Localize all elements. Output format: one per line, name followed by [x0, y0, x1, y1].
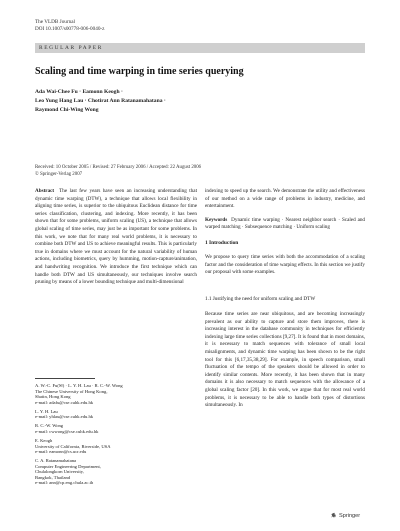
affiliation-line: Computer Engineering Department,: [35, 463, 101, 469]
paper-title: Scaling and time warping in time series querying: [35, 66, 244, 77]
affiliation-5: [35, 458, 195, 486]
author-line-2: Leo Yung Hang Lau · Chotirat Ann Ratanamahatana ·: [35, 98, 166, 104]
affiliation-line: The Chinese University of Hong Kong,: [35, 388, 108, 394]
affiliation-line: Shatin, Hong Kong: [35, 394, 71, 400]
affiliation-line: A. W.-C. Fu(✉) · L. Y. H. Lau · R. C.-W. Wong: [35, 383, 123, 388]
paper-type-label: REGULAR PAPER: [39, 44, 103, 51]
publication-dates: [35, 164, 201, 178]
affiliation-line: L. Y. H. Lau: [35, 408, 58, 414]
subsection-text: Because time series are near ubiquitous, and are becoming increasingly prevalent as our ability to capture and store them improves, there is increasing interest in the database community in techniques for efficiently indexing large time series collections [9,27]. It is found that in most domains, it is necessary to match sequences with tolerance of small local misalignments, and dynamic time warping has been shown to be the right tool for this [6,17,35,38,29]. For example, in speech comparison, small fluctuation of the tempo of the speakers should be allowed in order to identify similar contents. More recently, it has been shown that in many domains it is also necessary to match sequences with the allowance of a global scaling factor [20]. In this work, we argue that for most real world problems, it is necessary to be able to handle both types of distortions simultaneously. In: [205, 311, 365, 409]
journal-header: [35, 19, 104, 32]
introduction-text: We propose to query time series with both the accommodation of a scaling factor and the consideration of time warping effects. In this section we justify our proposal with some examples.: [205, 254, 365, 276]
affiliation-2: [35, 409, 195, 420]
publisher-name: Springer: [339, 512, 361, 519]
journal-doi: DOI 10.1007/s00778-006-0040-z: [35, 25, 105, 32]
keywords-block: [205, 217, 365, 232]
affiliation-email: e-mail: eamonn@cs.ucr.edu: [35, 449, 87, 455]
affiliation-line: University of California, Riverside, USA: [35, 443, 111, 449]
affiliation-line: Bangkok, Thailand: [35, 474, 71, 480]
keywords-text: Dynamic time warping · Nearest neighbor search · Scaled and warped matching · Subsequence matching · Uniform scaling: [205, 216, 365, 231]
springer-horse-icon: [330, 512, 337, 519]
affiliation-line: Chulalongkorn University,: [35, 469, 84, 475]
abstract-column: [35, 188, 197, 287]
abstract-heading: Abstract: [35, 188, 55, 194]
affiliations: [35, 383, 195, 489]
affiliation-line: R. C.-W. Wong: [35, 423, 64, 429]
received-dates: Received: 10 October 2005 / Revised: 27 February 2006 / Accepted: 22 August 2006: [35, 165, 202, 170]
copyright-line: © Springer-Verlag 2007: [35, 172, 83, 177]
affiliation-3: [35, 423, 195, 434]
journal-name: The VLDB Journal: [35, 19, 75, 25]
author-line-3: Raymond Chi-Wing Wong: [35, 107, 99, 113]
footnote-rule: [35, 378, 95, 379]
paper-type-bar: [35, 43, 365, 53]
author-list: [35, 88, 166, 115]
affiliation-email: e-mail: ann@cp.eng.chula.ac.th: [35, 480, 94, 486]
right-column-top: [205, 188, 365, 232]
subsection-heading: 1.1 Justifying the need for uniform scaling and DTW: [205, 296, 316, 302]
affiliation-line: E. Keogh: [35, 437, 53, 443]
section-heading-introduction: 1 Introduction: [205, 240, 239, 246]
publisher-logo: [330, 512, 360, 519]
affiliation-4: [35, 438, 195, 455]
abstract-continued: indexing to speed up the search. We demonstrate the utility and effectiveness of our method on a wide range of problems in industry, medicine, and entertainment.: [205, 188, 365, 210]
author-line-1: Ada Wai-Chee Fu · Eamonn Keogh ·: [35, 89, 123, 95]
keywords-heading: Keywords: [205, 216, 228, 223]
affiliation-1: [35, 383, 195, 405]
affiliation-email: e-mail: cwwong@cse.cuhk.edu.hk: [35, 428, 99, 434]
affiliation-email: e-mail: yhlau@cse.cuhk.edu.hk: [35, 414, 94, 420]
abstract-text: The last few years have seen an increasing understanding that dynamic time warping (DTW), a technique that allows local flexibility in aligning time series, is superior to the ubiquitous Euclidean distance for time series classification, clustering, and indexing. More recently, it has been shown that for some problems, uniform scaling (US), a technique that allows global scaling of time series, may just be as important for some problems. In this work, we note that for many real world problems, it is necessary to combine both DTW and US to achieve meaningful results. This is particularly true in domains where we must account for the natural variability of human actions, including biometrics, query by humming, motion-capture/animation, and handwriting recognition. We introduce the first technique which can handle both DTW and US simultaneously, our techniques involve search pruning by means of a lower bounding technique and multi-dimensional: [35, 188, 197, 286]
affiliation-email: e-mail: adafu@cse.cuhk.edu.hk: [35, 399, 94, 405]
affiliation-line: C. A. Ratanamahatana: [35, 458, 77, 464]
